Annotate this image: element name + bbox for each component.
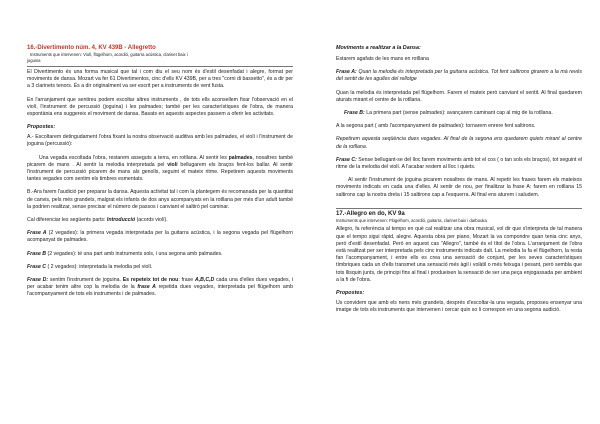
phrase-a: Frase A (2 vegades): la primera vegada interpretada per la guitarra acústica, i la segona vegada pel flügelhorn acompanyat de palmades. bbox=[27, 230, 294, 244]
dance-moves-heading: Moviments a realitzar a la Dansa: bbox=[336, 45, 421, 51]
section-title-16: 16.-Divertimento núm. 4, KV 439B - Allegretto bbox=[27, 45, 156, 51]
move-phrase-c: Frase C: Sense bellugant-se del lloc farem moviments amb tot el cos ( o tan sols els braços), tot seguint el ritme de la melodia del violí. A l'acabar restem al lloc i quiets. bbox=[336, 156, 582, 171]
proposal-a: A.- Escoltarem detingudament l'obra fixant la nostra observació auditiva amb les palmades, el violí i l'instrument de joguina (percussió): bbox=[27, 134, 293, 148]
phrase-d: Frase D: sentim l'instrument de joguina. Es repeteix tot de nou: frase A,B,C,D cada una d'elles dues vegades, i per acabar tenim altre cop la melodia de la frase A repetida dues vegades, interpretada pel flügelhorn amb l'acompanyament de tots els instruments i de palmades. bbox=[27, 277, 293, 298]
right-column bbox=[336, 0, 582, 314]
section-title-17: 17.-Allegro en do, KV 9a bbox=[336, 210, 405, 217]
divider bbox=[27, 66, 293, 67]
intro-paragraph: El Divertimento és una forma musical que tal i com diu el seu nom és d'estil desenfadat i alegre, format per moviments de dansa. Mozart va fer 61 Divertimentos, cinc d'ells KV 439B, per a tres "corni di bassetto", és a dir per a 3 clarinets tenors. És a dir originalment va ser escrit per a instruments de vent fusta. bbox=[27, 69, 293, 90]
arrangement-paragraph: En l'arranjament que sentireu podem escoltar altres instruments , de tots ells aconsellem fixar l'observació en el violí, l'instrument de percussió (joguina) i les palmades; també per les característiques de l'obra, de manera espontània ens suggereix el moviment de dansa. Basats en aquests aspectes passem a oferir les activitats. bbox=[27, 96, 293, 118]
move-phrase-b-2: A la segona part ( amb l'acompanyament de palmades): tornarem enrere fent saltirons. bbox=[336, 123, 536, 130]
left-column bbox=[27, 0, 293, 299]
proposals-heading: Propostes: bbox=[27, 124, 56, 131]
allegro-paragraph: Allegro, fa referència al tempo en què cal realitzar una obra musical, vol dir que s'interpreta de tal manera que el tempo sigui ràpid, alegre. Aquesta obra per piano, Mozart la va compondre quan tenia cinc anys, però d'estil desenfadat. Però en aquest cas "Allegro", també és el títol de l'obra. L'arranjament de l'obra està realitzat per ser interpretada pels cinc instruments indicats dalt. La melodia la fa el flügelhorn, la resta fan l'acompanyament, i entre ells es crea una sensació de conjunt, per les seves característiques tímbriques cada un d'ells transmet una sensació més àgil i volàtil o més feixuga i pesant, però sembla que tots llisquin junts, de principi fins al final i produeixen la sensació de ser una peça enjogassada per ambient a la fi de l'obra. bbox=[336, 226, 582, 283]
instruments-line-1: Instruments que intervenen: Violí, flügelhorn, acordió, guitarra acústica, clarinet baix i bbox=[30, 52, 188, 57]
move-phrase-a: Frase A: Quan la melodia és interpretada per la guitarra acústica. Tot fent saltirons girarem a la mà revés del sentit de les agulles del rellotge bbox=[336, 69, 582, 83]
proposal-17: Us convidem que amb els nens més grandets, després d'escoltar-la una vegada, proposeu ensenyar una imatge de tots els instruments que intervenen i cercar quin so li correspon en una segona audició. bbox=[336, 299, 582, 314]
proposals-heading-17: Propostes: bbox=[336, 289, 365, 296]
proposal-a-detail: Una vegada escoltada l'obra, restarem asseguts a terra, en rotllana. Al sentir les palmades, nosaltres també picarem de mans . Al sentir la melodia interpretada pel violí bellugarem els braços fent-los ballar. Al sentir l'instrument de percussió picarem de mans als genolls, seguint el mateix ritme. Repetirem aquests moviments tantes vegades com sentim els timbres esmentats. bbox=[27, 154, 293, 183]
divider-right bbox=[336, 208, 582, 209]
move-phrase-b: Frase B: La primera part (sense palmades): avançarem caminant cap al mig de la rotllana. bbox=[344, 110, 553, 117]
repeat-note: Repetirem aquesta seqüència dues vegades. Al final de la segona ens quedarem quiets mirant al centre de la rotllana. bbox=[336, 136, 582, 150]
instruments-17: Instruments que intervenen: Flügelhorn, acordió, guitarra, clarinet baix i darbouka bbox=[336, 217, 487, 223]
dance-intro: Estarem agafats de les mans en rotllana bbox=[336, 56, 429, 62]
phrase-b: Frase B (2 vegades): té una part amb instruments sols, i una segona amb palmades. bbox=[27, 250, 223, 257]
parts-intro: Cal diferenciar les següents parts: Introducció (acords violí). bbox=[27, 217, 168, 224]
instruments-line-2: joguina bbox=[27, 57, 41, 63]
phrase-c: Frase C ( 2 vegades): interpretada la melodia pel violí. bbox=[27, 263, 153, 270]
proposal-b: B.-Ara farem l'audició per preparar la dansa. Aquesta activitat tal i com la plantegem és recomanada per la quantitat de canvis, pels més grandets, malgrat els infants de dos anys acompanyats en la rotllana per més d'un adult també la podrien realitzar, sense precisar el número de passos i canviant el saltiró pel caminar. bbox=[27, 189, 293, 210]
move-phrase-d: Al sentir l'instrument de joguina picarem nosaltres de mans. Al repetir les frases farem els mateixos moviments indicats en cada una d'elles. Al sentir de nou, per finalitzar la frase A: farem en rotllana 15 saltirons cap la nostra dreta i 15 saltirons cap a l'esquerra. Al final ens aturem i saludem. bbox=[336, 177, 582, 198]
move-phrase-a-2: Quan la melodia és interpretada pel flügelhorn. Farem el mateix però canviant el sentit. Al final quedarem aturats mirant el centre de la rotllana. bbox=[336, 89, 582, 103]
